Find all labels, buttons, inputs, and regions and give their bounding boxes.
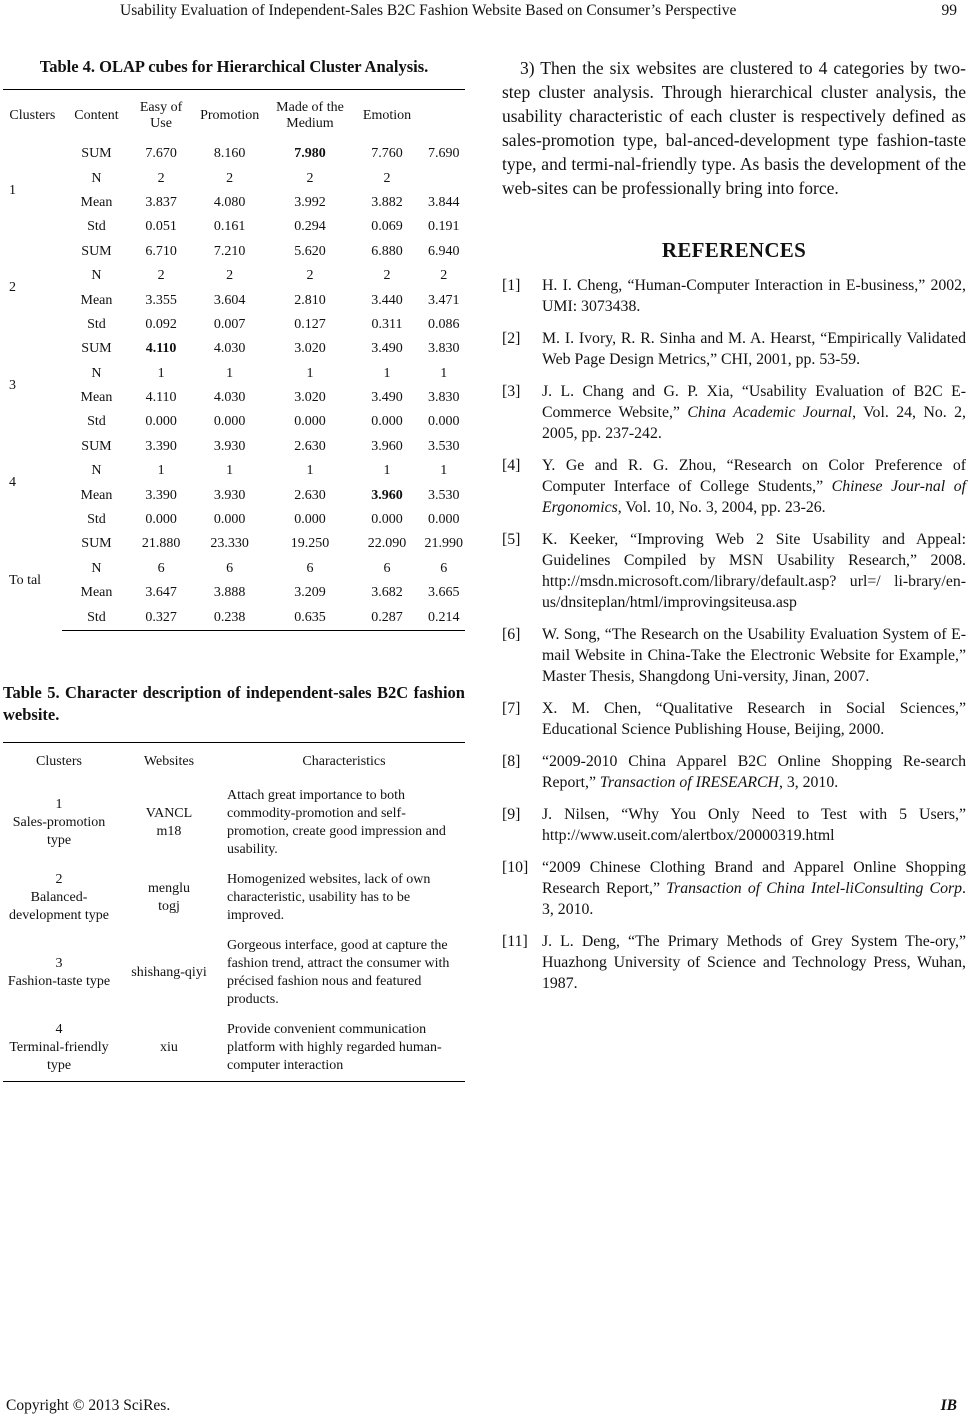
right-column <box>502 56 966 1005</box>
value-cell: 3.888 <box>213 585 246 601</box>
reference-item <box>502 455 966 518</box>
value-cell: 3.844 <box>428 194 460 210</box>
value-cell: 3.604 <box>213 292 246 308</box>
stat-cell: Std <box>87 316 106 332</box>
cluster-number: 3 <box>55 955 63 971</box>
value-cell: 0.127 <box>294 316 326 332</box>
value-cell: 1 <box>226 463 234 479</box>
reference-item <box>502 275 966 317</box>
cluster-name: Sales-promotion type <box>12 814 106 848</box>
reference-number: [4] <box>502 457 521 474</box>
reference-item <box>502 931 966 994</box>
reference-item <box>502 381 966 444</box>
value-cell: 0.635 <box>268 605 351 630</box>
value-cell: 1 <box>226 365 234 381</box>
table-row <box>3 142 465 166</box>
reference-item <box>502 804 966 846</box>
stat-cell: Mean <box>80 292 113 308</box>
value-cell: 3.665 <box>428 585 460 601</box>
stat-cell: SUM <box>81 243 112 259</box>
reference-list <box>502 275 966 994</box>
value-cell: 3.992 <box>294 194 326 210</box>
reference-text: X. M. Chen, “Qualitative Research in Social Sciences,” Educational Science Publishing House, Beijing, 2000. <box>542 700 966 738</box>
value-cell: 4.110 <box>145 390 177 406</box>
running-head-title: Usability Evaluation of Independent-Sales B2C Fashion Website Based on Consumer’s Perspective <box>120 2 737 19</box>
value-cell: 0.161 <box>213 219 246 235</box>
reference-text: J. Nilsen, “Why You Only Need to Test with 5 Users,” http://www.useit.com/alertbox/20000319.html <box>542 806 966 844</box>
value-cell: 7.670 <box>145 146 177 162</box>
value-cell: 3.020 <box>294 390 326 406</box>
table-row <box>3 1015 465 1082</box>
value-cell: 23.330 <box>210 536 249 552</box>
reference-number: [6] <box>502 626 521 643</box>
table5-body <box>3 781 465 1082</box>
cluster-label-cell: 4 <box>9 475 16 491</box>
table-row <box>3 508 465 532</box>
cluster-number: 4 <box>55 1021 63 1037</box>
value-cell <box>423 166 466 190</box>
value-cell: 6.880 <box>371 243 403 259</box>
value-cell: 3.020 <box>294 341 326 357</box>
value-cell: 5.620 <box>294 243 326 259</box>
value-cell: 0.000 <box>145 512 177 528</box>
reference-details: , Vol. 24, No. 2, 2005, pp. 237-242. <box>542 404 967 442</box>
value-cell: 0.214 <box>423 605 466 630</box>
value-cell: 3.682 <box>371 585 403 601</box>
value-cell: 3.830 <box>428 341 460 357</box>
stat-cell: Std <box>87 512 106 528</box>
value-cell: 1 <box>440 365 448 381</box>
value-cell: 3.530 <box>428 438 460 454</box>
value-cell: 3.390 <box>145 487 177 503</box>
value-cell: 0.000 <box>213 414 246 430</box>
reference-number: [7] <box>502 700 521 717</box>
cluster-label-cell: To tal <box>9 573 42 589</box>
reference-item <box>502 857 966 920</box>
reference-number: [10] <box>502 859 529 876</box>
reference-number: [9] <box>502 806 521 823</box>
copyright-notice: Copyright © 2013 SciRes. <box>6 1397 171 1414</box>
reference-number: [11] <box>502 933 528 950</box>
stat-cell: N <box>91 170 102 186</box>
stat-cell: SUM <box>81 438 112 454</box>
cluster-name: Balanced-development type <box>9 889 109 923</box>
table4-header-cell: Easy of Use <box>139 100 183 131</box>
value-cell: 3.647 <box>145 585 177 601</box>
table5-header-cell: Characteristics <box>302 753 386 769</box>
table-row <box>3 781 465 865</box>
cluster-name: Fashion-taste type <box>7 973 111 989</box>
websites-cell: menglu togj <box>148 880 190 914</box>
cluster-name: Terminal-friendly type <box>9 1039 109 1073</box>
value-cell: 6 <box>157 560 165 576</box>
table-row <box>3 386 465 410</box>
table4-header-row <box>3 90 465 143</box>
value-cell: 0.000 <box>213 512 246 528</box>
cluster-number: 2 <box>55 871 63 887</box>
value-cell: 7.980 <box>294 146 326 162</box>
table5-header-cell: Clusters <box>36 753 82 769</box>
value-cell: 0.287 <box>352 605 423 630</box>
table-row <box>3 288 465 312</box>
value-cell: 3.530 <box>428 487 460 503</box>
table-row <box>3 581 465 605</box>
reference-number: [8] <box>502 753 521 770</box>
body-paragraph: 3) Then the six websites are clustered to 4 categories by two-step cluster analysis. Through hierarchical cluster analysis, the usability characteristic of each cluster is respectively defined as sales-promotion type, bal-anced-development type fashion-taste type, and termi-nal-friendly type. As basis the development of the web-sites can be professionally bring into force. <box>502 58 966 198</box>
left-column <box>3 56 465 1082</box>
reference-item <box>502 328 966 370</box>
value-cell: 6 <box>226 560 234 576</box>
value-cell: 0.238 <box>191 605 268 630</box>
value-cell: 6 <box>440 560 448 576</box>
websites-cell: shishang-qiyi <box>131 964 207 980</box>
table-row <box>3 483 465 507</box>
table-row <box>3 264 465 288</box>
value-cell: 2 <box>383 268 391 284</box>
table-row <box>3 313 465 337</box>
value-cell: 6.940 <box>428 243 460 259</box>
reference-details: , Vol. 10, No. 3, 2004, pp. 23-26. <box>617 499 826 516</box>
value-cell: 2 <box>440 268 448 284</box>
table4-header-cell: Emotion <box>362 108 412 123</box>
reference-source: Transaction of IRESEARCH <box>599 774 779 791</box>
table5-header-cell: Websites <box>143 753 195 769</box>
value-cell: 6 <box>383 560 391 576</box>
stat-cell: Std <box>87 414 106 430</box>
value-cell: 3.471 <box>428 292 460 308</box>
value-cell: 6 <box>306 560 314 576</box>
running-head <box>0 2 969 24</box>
table4-caption: Table 4. OLAP cubes for Hierarchical Cluster Analysis. <box>39 57 429 76</box>
cluster-cell <box>3 781 115 865</box>
value-cell: 3.390 <box>145 438 177 454</box>
table4-header-cell: Made of the Medium <box>276 100 344 131</box>
reference-text: “2009 Chinese Clothing Brand and Apparel Online Shopping Research Report,” <box>542 859 966 897</box>
value-cell: 3.830 <box>428 390 460 406</box>
reference-item <box>502 529 966 613</box>
table-row <box>3 435 465 459</box>
reference-details: , 3, 2010. <box>778 774 839 791</box>
cluster-number: 1 <box>55 796 63 812</box>
reference-details: . 3, 2010. <box>542 880 966 918</box>
value-cell: 0.000 <box>371 512 403 528</box>
value-cell: 2 <box>226 268 234 284</box>
characteristics-cell: Provide convenient communication platform with highly regarded human-computer interaction <box>227 1021 442 1073</box>
value-cell: 0.092 <box>145 316 177 332</box>
value-cell: 3.440 <box>371 292 403 308</box>
cluster-cell <box>3 1015 115 1082</box>
value-cell: 2 <box>383 170 391 186</box>
reference-number: [5] <box>502 531 521 548</box>
table4-header-cell: Clusters <box>9 108 56 123</box>
reference-text: M. I. Ivory, R. R. Sinha and M. A. Hearst, “Empirically Validated Web Page Design Metrics,” CHI, 2001, pp. 53-59. <box>542 330 966 368</box>
table-row <box>3 459 465 483</box>
table-row <box>3 166 465 190</box>
table-row <box>3 410 465 434</box>
stat-cell: Std <box>62 605 131 630</box>
value-cell: 0.191 <box>428 219 460 235</box>
value-cell: 7.210 <box>213 243 246 259</box>
stat-cell: N <box>91 463 102 479</box>
stat-cell: N <box>91 268 102 284</box>
value-cell: 3.930 <box>213 487 246 503</box>
value-cell: 3.490 <box>371 341 403 357</box>
value-cell: 0.007 <box>213 316 246 332</box>
reference-text: K. Keeker, “Improving Web 2 Site Usability and Appeal: Guidelines Compiled by MSN Usability Research,” 2008. http://msdn.microsoft.com/library/default.asp? url=/ li-brary/en-us/dnsiteplan/html/improvingsiteusa.asp <box>542 531 966 611</box>
table-row <box>3 605 465 630</box>
table5 <box>3 742 465 1082</box>
table4-header-cell: Content <box>74 108 119 123</box>
value-cell: 19.250 <box>290 536 330 552</box>
reference-text: H. I. Cheng, “Human-Computer Interaction in E-business,” 2002, UMI: 3073438. <box>542 277 966 315</box>
characteristics-cell: Gorgeous interface, good at capture the fashion trend, attract the consumer with précised fashion nous and featured products. <box>227 937 450 1007</box>
websites-cell: xiu <box>160 1039 178 1055</box>
reference-text: W. Song, “The Research on the Usability Evaluation System of E-mail Website in China-Take the Electronic Website for Example,” Master Thesis, Shangdong Uni-versity, Jinan, 2007. <box>542 626 966 685</box>
reference-number: [2] <box>502 330 521 347</box>
value-cell: 3.882 <box>371 194 403 210</box>
table-row <box>3 557 465 581</box>
table-row <box>3 191 465 215</box>
value-cell: 21.880 <box>141 536 181 552</box>
table-row <box>3 337 465 361</box>
table-row <box>3 532 465 556</box>
reference-text: J. L. Deng, “The Primary Methods of Grey System The-ory,” Huazhong University of Science and Technology Press, Wuhan, 1987. <box>542 933 966 992</box>
stat-cell: Mean <box>80 390 113 406</box>
value-cell: 1 <box>157 463 165 479</box>
value-cell: 6.710 <box>145 243 177 259</box>
value-cell: 2 <box>157 170 165 186</box>
value-cell: 21.990 <box>424 536 463 552</box>
stat-cell: Mean <box>80 194 113 210</box>
cluster-cell <box>3 865 115 931</box>
value-cell: 0.294 <box>294 219 326 235</box>
value-cell: 0.051 <box>145 219 177 235</box>
value-cell: 3.490 <box>371 390 403 406</box>
value-cell: 4.030 <box>213 390 246 406</box>
cluster-label-cell: 1 <box>9 182 16 198</box>
value-cell: 0.000 <box>428 414 460 430</box>
reference-item <box>502 624 966 687</box>
table5-header-row <box>3 742 465 781</box>
stat-cell: SUM <box>81 536 112 552</box>
reference-source: Chinese Jour-nal of Ergonomics <box>542 478 966 516</box>
characteristics-cell: Homogenized websites, lack of own characteristic, usability has to be improved. <box>227 871 431 923</box>
table4 <box>3 89 465 631</box>
value-cell: 1 <box>306 463 314 479</box>
value-cell: 3.355 <box>145 292 177 308</box>
table4-header-cell: Promotion <box>200 108 260 123</box>
table-row <box>3 240 465 264</box>
value-cell: 7.690 <box>428 146 460 162</box>
cluster-label-cell: 2 <box>9 280 16 296</box>
stat-cell: N <box>91 365 102 381</box>
value-cell: 8.160 <box>213 146 246 162</box>
value-cell: 3.837 <box>145 194 177 210</box>
stat-cell: Std <box>87 219 106 235</box>
reference-text: Y. Ge and R. G. Zhou, “Research on Color Preference of Computer Interface of College Students,” <box>542 457 966 495</box>
reference-text: J. L. Chang and G. P. Xia, “Usability Evaluation of B2C E-Commerce Website,” <box>542 383 966 421</box>
value-cell: 0.327 <box>131 605 191 630</box>
table5-caption: Table 5. Character description of independent-sales B2C fashion website. <box>3 682 465 724</box>
value-cell: 2 <box>226 170 234 186</box>
value-cell: 3.209 <box>294 585 326 601</box>
value-cell: 3.960 <box>371 438 403 454</box>
value-cell: 0.086 <box>428 316 460 332</box>
value-cell: 0.000 <box>294 512 326 528</box>
value-cell: 2 <box>306 170 314 186</box>
value-cell: 1 <box>157 365 165 381</box>
value-cell: 7.760 <box>371 146 403 162</box>
value-cell: 0.000 <box>428 512 460 528</box>
cluster-label-cell: 3 <box>9 377 16 393</box>
value-cell: 1 <box>440 463 448 479</box>
value-cell: 0.000 <box>371 414 403 430</box>
value-cell: 0.000 <box>294 414 326 430</box>
value-cell: 22.090 <box>367 536 407 552</box>
stat-cell: Mean <box>80 487 113 503</box>
value-cell: 2.810 <box>294 292 326 308</box>
cluster-cell <box>3 931 115 1015</box>
value-cell: 2 <box>157 268 165 284</box>
reference-source: Transaction of China Intel-liConsulting Corp <box>666 880 963 897</box>
table-row <box>3 865 465 931</box>
value-cell: 4.080 <box>213 194 246 210</box>
table4-body <box>3 142 465 630</box>
references-heading: REFERENCES <box>661 238 807 262</box>
value-cell: 4.110 <box>145 341 177 357</box>
table-row <box>3 215 465 239</box>
value-cell: 3.960 <box>371 487 403 503</box>
stat-cell: SUM <box>81 341 112 357</box>
reference-source: China Academic Journal <box>687 404 853 421</box>
stat-cell: Mean <box>80 585 113 601</box>
websites-cell: VANCL m18 <box>145 805 193 839</box>
value-cell: 1 <box>383 463 391 479</box>
reference-item <box>502 751 966 793</box>
reference-item <box>502 698 966 740</box>
journal-abbreviation: IB <box>940 1397 957 1414</box>
value-cell: 1 <box>383 365 391 381</box>
value-cell: 2 <box>306 268 314 284</box>
value-cell: 1 <box>306 365 314 381</box>
value-cell: 0.311 <box>371 316 403 332</box>
reference-number: [1] <box>502 277 521 294</box>
value-cell: 2.630 <box>294 487 326 503</box>
value-cell: 0.000 <box>145 414 177 430</box>
table-row <box>3 931 465 1015</box>
stat-cell: SUM <box>81 146 112 162</box>
reference-text: “2009-2010 China Apparel B2C Online Shopping Re-search Report,” <box>542 753 966 791</box>
characteristics-cell: Attach great importance to both commodity-promotion and self-promotion, create good impression and usability. <box>227 787 446 857</box>
table-row <box>3 362 465 386</box>
page-number: 99 <box>941 2 957 19</box>
stat-cell: N <box>91 560 102 576</box>
value-cell: 2.630 <box>294 438 326 454</box>
value-cell: 4.030 <box>213 341 246 357</box>
value-cell: 3.930 <box>213 438 246 454</box>
reference-number: [3] <box>502 383 521 400</box>
value-cell: 0.069 <box>371 219 403 235</box>
